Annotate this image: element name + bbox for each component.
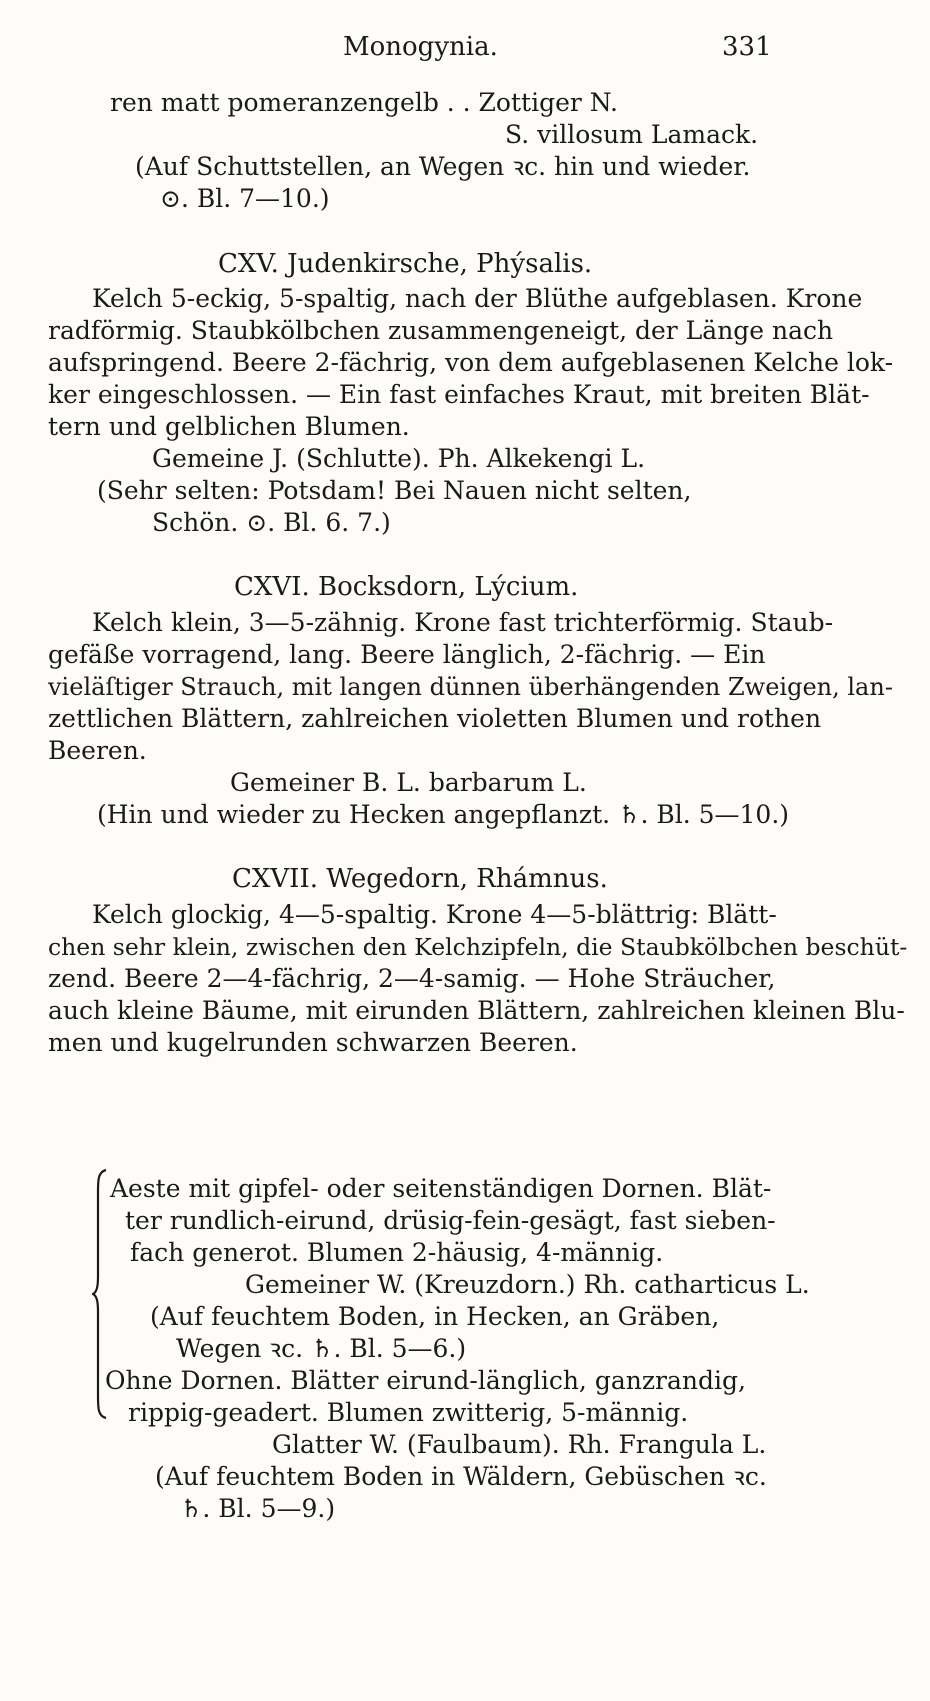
text-line: ♄. Bl. 5—9.) bbox=[180, 1494, 336, 1523]
text-line: (Auf feuchtem Boden, in Hecken, an Gräben, bbox=[150, 1302, 720, 1331]
text-line: Beeren. bbox=[48, 736, 147, 765]
text-line: rippig-geadert. Blumen zwitterig, 5-männig. bbox=[128, 1398, 689, 1427]
text-line: S. villosum Lamack. bbox=[505, 120, 759, 149]
text-line: Wegen ꝛc. ♄. Bl. 5—6.) bbox=[176, 1334, 467, 1363]
section-heading-rhamnus: CXVII. Wegedorn, Rhámnus. bbox=[232, 864, 608, 894]
page-number: 331 bbox=[722, 32, 772, 62]
text-line: zend. Beere 2—4-fächrig, 2—4-samig. — Hohe Sträucher, bbox=[48, 964, 776, 993]
text-line: fach generot. Blumen 2-häusig, 4-männig. bbox=[130, 1238, 664, 1267]
text-line: men und kugelrunden schwarzen Beeren. bbox=[48, 1028, 578, 1057]
text-line: Aeste mit gipfel- oder seitenständigen Dornen. Blät- bbox=[110, 1174, 772, 1203]
text-line: aufspringend. Beere 2-fächrig, von dem aufgeblasenen Kelche lok- bbox=[48, 348, 894, 377]
text-line: Gemeiner W. (Kreuzdorn.) Rh. catharticus L. bbox=[245, 1270, 810, 1299]
text-line: Kelch 5-eckig, 5-spaltig, nach der Blüthe aufgeblasen. Krone bbox=[92, 284, 863, 313]
section-heading-physalis: CXV. Judenkirsche, Phýsalis. bbox=[218, 249, 593, 279]
text-line: (Hin und wieder zu Hecken angepflanzt. ♄. Bl. 5—10.) bbox=[97, 800, 790, 829]
text-line: Gemeiner B. L. barbarum L. bbox=[230, 768, 587, 797]
text-line: ren matt pomeranzengelb . . Zottiger N. bbox=[110, 88, 618, 117]
text-line: chen sehr klein, zwischen den Kelchzipfeln, die Staubkölbchen beschüt- bbox=[48, 933, 908, 961]
text-line: tern und gelblichen Blumen. bbox=[48, 412, 410, 441]
text-line: Kelch glockig, 4—5-spaltig. Krone 4—5-blättrig: Blätt- bbox=[92, 900, 777, 929]
text-line: vieläſtiger Strauch, mit langen dünnen überhängenden Zweigen, lan- bbox=[48, 673, 893, 701]
text-line: Glatter W. (Faulbaum). Rh. Frangula L. bbox=[272, 1430, 767, 1459]
text-line: radförmig. Staubkölbchen zusammengeneigt, der Länge nach bbox=[48, 316, 834, 345]
text-line: (Sehr selten: Potsdam! Bei Nauen nicht selten, bbox=[97, 476, 692, 505]
text-line: ⊙. Bl. 7—10.) bbox=[160, 184, 330, 213]
text-line: Ohne Dornen. Blätter eirund-länglich, ganzrandig, bbox=[105, 1366, 746, 1395]
running-header: Monogynia. bbox=[343, 32, 498, 62]
text-line: Gemeine J. (Schlutte). Ph. Alkekengi L. bbox=[152, 444, 646, 473]
text-line: auch kleine Bäume, mit eirunden Blättern, zahlreichen kleinen Blu- bbox=[48, 996, 905, 1025]
text-line: zettlichen Blättern, zahlreichen violetten Blumen und rothen bbox=[48, 704, 822, 733]
text-line: Schön. ⊙. Bl. 6. 7.) bbox=[152, 508, 391, 537]
text-line: Kelch klein, 3—5-zähnig. Krone fast trichterförmig. Staub- bbox=[92, 608, 834, 637]
text-line: gefäße vorragend, lang. Beere länglich, 2-fächrig. — Ein bbox=[48, 640, 766, 669]
text-line: ker eingeschlossen. — Ein fast einfaches Kraut, mit breiten Blät- bbox=[48, 380, 870, 409]
text-line: ter rundlich-eirund, drüsig-fein-gesägt, fast sieben- bbox=[125, 1206, 776, 1235]
text-line: (Auf Schuttstellen, an Wegen ꝛc. hin und wieder. bbox=[135, 152, 751, 181]
text-line: (Auf feuchtem Boden in Wäldern, Gebüschen ꝛc. bbox=[155, 1462, 767, 1491]
section-heading-lycium: CXVI. Bocksdorn, Lýcium. bbox=[234, 572, 579, 602]
